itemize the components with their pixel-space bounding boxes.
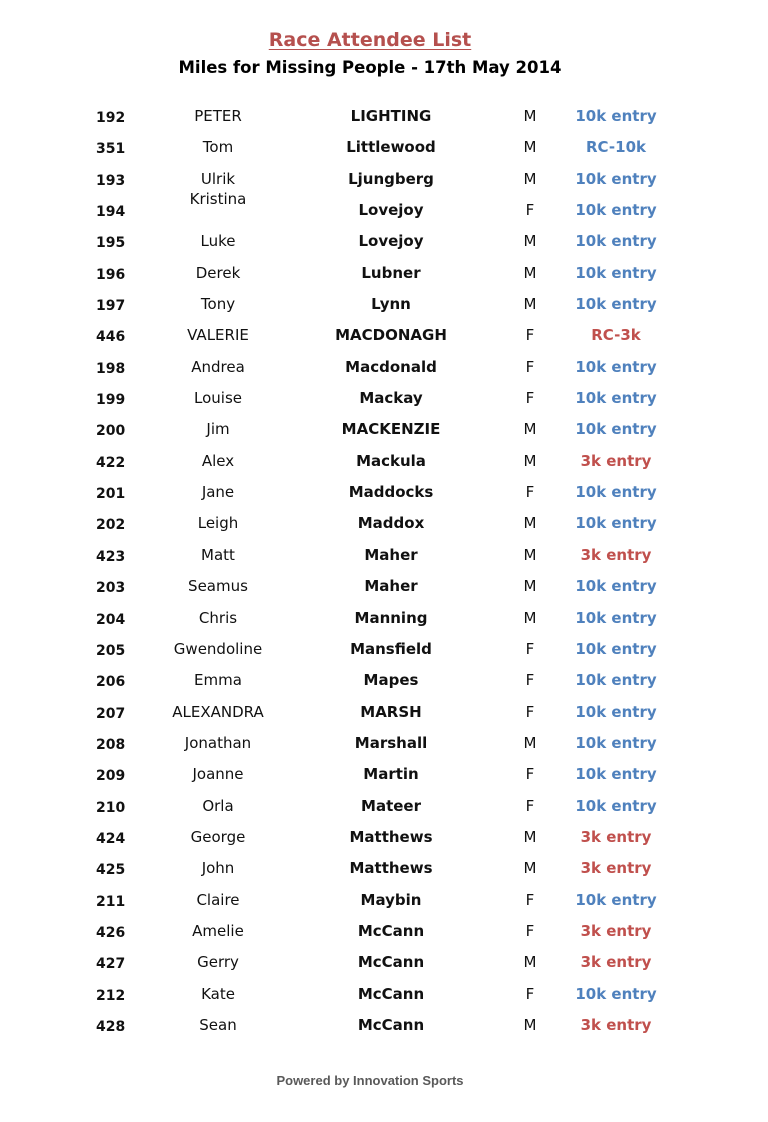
last-name: MACKENZIE [341, 420, 441, 439]
first-name: Joanne [192, 765, 244, 784]
bib-number: 211 [96, 893, 126, 910]
last-name: McCann [357, 953, 425, 972]
table-row [0, 603, 768, 634]
table-row [0, 1010, 768, 1041]
last-name: Matthews [349, 859, 433, 878]
first-name: Orla [202, 796, 234, 815]
gender: M [523, 577, 537, 596]
last-name: Mackula [356, 451, 426, 470]
gender: M [523, 1015, 537, 1034]
entry-type: 10k entry [575, 733, 657, 752]
page-title: Race Attendee List [268, 29, 472, 51]
bib-number: 206 [96, 674, 126, 691]
gender: M [523, 138, 537, 157]
first-name: PETER [194, 107, 242, 125]
bib-number: 203 [96, 580, 126, 597]
first-name: Andrea [191, 357, 245, 376]
first-name: Jim [206, 420, 230, 439]
entry-type: 10k entry [575, 514, 657, 533]
gender: M [523, 232, 537, 251]
last-name: Mateer [361, 796, 421, 815]
entry-type: 10k entry [575, 295, 657, 314]
bib-number: 202 [96, 517, 126, 534]
first-name: Jane [201, 483, 235, 502]
entry-type: 10k entry [575, 702, 657, 721]
table-row [0, 258, 768, 289]
table-row [0, 101, 768, 132]
gender: F [525, 201, 535, 220]
gender: M [523, 263, 537, 282]
gender: F [525, 483, 535, 502]
entry-type: RC-3k [591, 326, 641, 345]
table-row [0, 947, 768, 978]
entry-type: 10k entry [575, 389, 657, 408]
first-name: Tom [202, 138, 234, 157]
entry-type: 10k entry [575, 608, 657, 627]
table-row [0, 383, 768, 414]
gender: F [525, 984, 535, 1003]
first-name: Sean [199, 1015, 237, 1034]
table-row [0, 508, 768, 539]
bib-number: 425 [96, 862, 126, 879]
last-name: McCann [357, 1015, 425, 1034]
entry-type: 10k entry [575, 765, 657, 784]
first-name: ALEXANDRA [172, 702, 264, 721]
table-row [0, 979, 768, 1010]
last-name: Maddox [357, 514, 425, 533]
last-name: Mansfield [350, 639, 432, 658]
last-name: Maddocks [348, 483, 434, 502]
footer-credit: Powered by Innovation Sports [276, 1073, 464, 1088]
page-subtitle: Miles for Missing People - 17th May 2014 [178, 58, 562, 77]
last-name: McCann [357, 984, 425, 1003]
last-name: Littlewood [346, 138, 436, 157]
first-name: Kristina [189, 190, 247, 209]
gender: F [525, 326, 535, 345]
bib-number: 424 [96, 830, 126, 847]
entry-type: 10k entry [575, 357, 657, 376]
entry-type: 3k entry [580, 1015, 652, 1034]
gender: F [525, 389, 535, 408]
first-name: Seamus [188, 577, 248, 596]
entry-type: 3k entry [580, 451, 652, 470]
first-name: Tony [200, 295, 236, 314]
last-name: Maher [364, 545, 418, 564]
bib-number: 207 [96, 705, 126, 722]
last-name: Mapes [363, 671, 419, 690]
table-row [0, 226, 768, 257]
table-row [0, 697, 768, 728]
gender: F [525, 796, 535, 815]
gender: M [523, 859, 537, 878]
table-row [0, 885, 768, 916]
table-row [0, 853, 768, 884]
last-name: Lynn [371, 295, 411, 314]
bib-number: 209 [96, 768, 126, 785]
first-name: Leigh [197, 514, 239, 533]
bib-number: 196 [96, 266, 126, 283]
first-name: Kate [201, 984, 235, 1003]
table-row [0, 665, 768, 696]
entry-type: 10k entry [575, 107, 657, 125]
table-row [0, 759, 768, 790]
entry-type: 10k entry [575, 263, 657, 282]
entry-type: 10k entry [575, 420, 657, 439]
first-name: John [201, 859, 235, 878]
entry-type: 10k entry [575, 201, 657, 220]
first-name: Gwendoline [173, 639, 263, 658]
bib-number: 426 [96, 924, 126, 941]
table-row [0, 446, 768, 477]
last-name: Maher [364, 577, 418, 596]
entry-type: 10k entry [575, 483, 657, 502]
table-row [0, 289, 768, 320]
bib-number: 197 [96, 298, 126, 315]
first-name: Louise [194, 389, 242, 408]
bib-number: 193 [96, 172, 126, 189]
entry-type: 10k entry [575, 577, 657, 596]
gender: M [523, 545, 537, 564]
gender: M [523, 295, 537, 314]
first-name: George [190, 827, 246, 846]
gender: M [523, 827, 537, 846]
gender: F [525, 921, 535, 940]
bib-number: 204 [96, 611, 126, 628]
first-name: Luke [200, 232, 236, 251]
bib-number: 423 [96, 548, 126, 565]
entry-type: RC-10k [586, 138, 646, 157]
bib-number: 201 [96, 486, 126, 503]
first-name: Amelie [192, 921, 244, 940]
gender: M [523, 953, 537, 972]
table-row [0, 190, 768, 226]
first-name: Derek [195, 263, 241, 282]
table-row [0, 164, 768, 195]
table-row [0, 132, 768, 163]
first-name: Alex [201, 451, 235, 470]
last-name: MARSH [360, 702, 422, 721]
gender: M [523, 107, 537, 125]
last-name: Marshall [354, 733, 428, 752]
bib-number: 212 [96, 987, 126, 1004]
gender: F [525, 639, 535, 658]
bib-number: 192 [96, 110, 126, 126]
entry-type: 10k entry [575, 890, 657, 909]
gender: M [523, 169, 537, 188]
last-name: Lubner [361, 263, 421, 282]
entry-type: 10k entry [575, 639, 657, 658]
first-name: Chris [198, 608, 238, 627]
first-name: Ulrik [200, 169, 236, 188]
last-name: Matthews [349, 827, 433, 846]
bib-number: 210 [96, 799, 126, 816]
bib-number: 200 [96, 423, 126, 440]
entry-type: 3k entry [580, 953, 652, 972]
last-name: Lovejoy [358, 232, 424, 251]
gender: F [525, 702, 535, 721]
entry-type: 10k entry [575, 671, 657, 690]
last-name: Lovejoy [358, 201, 424, 220]
bib-number: 195 [96, 235, 126, 252]
bib-number: 422 [96, 454, 126, 471]
first-name: Matt [201, 545, 235, 564]
gender: M [523, 608, 537, 627]
gender: F [525, 671, 535, 690]
bib-number: 199 [96, 392, 126, 409]
first-name: Emma [194, 671, 242, 690]
first-name: Gerry [197, 953, 239, 972]
first-name: VALERIE [187, 326, 249, 345]
first-name: Jonathan [184, 733, 252, 752]
last-name: Maybin [360, 890, 422, 909]
entry-type: 3k entry [580, 921, 652, 940]
last-name: Manning [354, 608, 428, 627]
table-row [0, 916, 768, 947]
entry-type: 10k entry [575, 796, 657, 815]
last-name: Ljungberg [348, 169, 434, 188]
table-row [0, 791, 768, 822]
bib-number: 208 [96, 736, 126, 753]
bib-number: 427 [96, 956, 126, 973]
bib-number: 351 [96, 141, 126, 158]
table-row [0, 414, 768, 445]
bib-number: 194 [96, 204, 126, 221]
bib-number: 428 [96, 1018, 126, 1035]
bib-number: 446 [96, 329, 126, 346]
gender: F [525, 890, 535, 909]
gender: M [523, 451, 537, 470]
table-row [0, 571, 768, 602]
table-row [0, 540, 768, 571]
last-name: McCann [357, 921, 425, 940]
table-row [0, 822, 768, 853]
gender: F [525, 765, 535, 784]
bib-number: 198 [96, 360, 126, 377]
first-name: Claire [196, 890, 240, 909]
gender: M [523, 733, 537, 752]
entry-type: 10k entry [575, 169, 657, 188]
entry-type: 3k entry [580, 859, 652, 878]
entry-type: 10k entry [575, 232, 657, 251]
table-row [0, 728, 768, 759]
last-name: Martin [363, 765, 419, 784]
last-name: Macdonald [345, 357, 437, 376]
gender: M [523, 514, 537, 533]
table-row [0, 320, 768, 351]
entry-type: 3k entry [580, 545, 652, 564]
last-name: Mackay [359, 389, 423, 408]
bib-number: 205 [96, 642, 126, 659]
table-row [0, 352, 768, 383]
last-name: MACDONAGH [335, 326, 447, 345]
gender: F [525, 357, 535, 376]
entry-type: 3k entry [580, 827, 652, 846]
table-row [0, 477, 768, 508]
table-row [0, 634, 768, 665]
attendee-table [0, 101, 768, 1041]
entry-type: 10k entry [575, 984, 657, 1003]
gender: M [523, 420, 537, 439]
last-name: LIGHTING [350, 107, 432, 125]
